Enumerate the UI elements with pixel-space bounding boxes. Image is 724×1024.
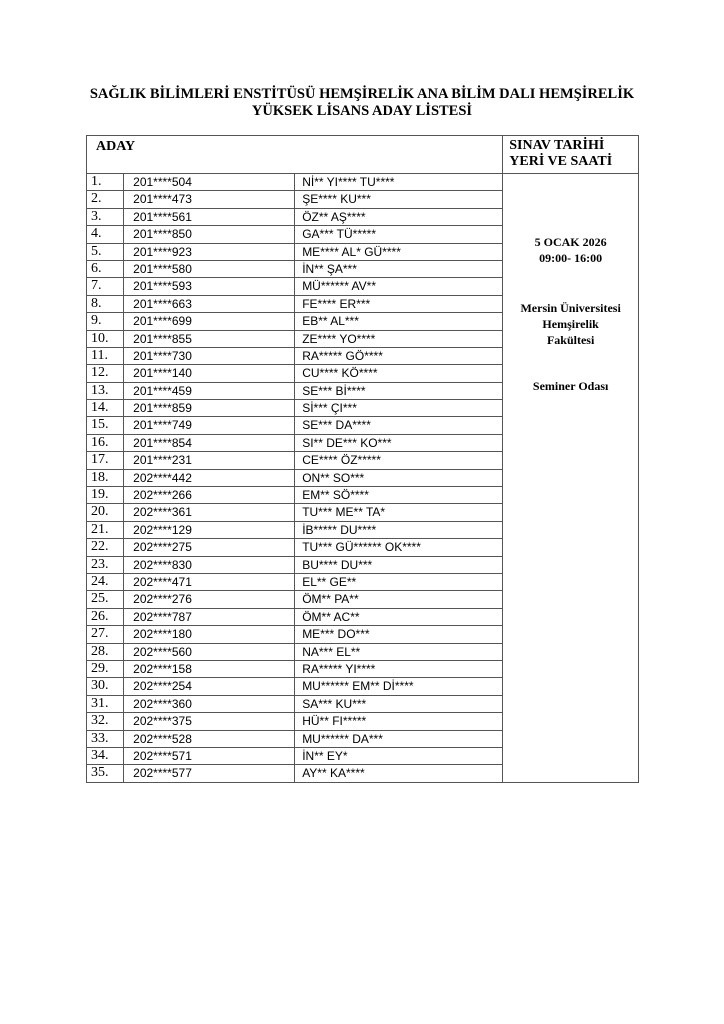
title-line-2: YÜKSEK LİSANS ADAY LİSTESİ <box>251 103 473 119</box>
candidate-id: 201****730 <box>124 347 295 364</box>
exam-time: 09:00- 16:00 <box>539 251 603 265</box>
candidate-name: ME*** DO*** <box>295 626 503 643</box>
row-number: 8. <box>87 295 124 312</box>
candidate-name: ÖZ** AŞ**** <box>295 208 503 225</box>
candidate-id: 202****787 <box>124 608 295 625</box>
candidate-name: AY** KA**** <box>295 765 503 782</box>
candidate-name: ZE**** YO**** <box>295 330 503 347</box>
candidate-id: 201****231 <box>124 452 295 469</box>
candidate-id: 202****254 <box>124 678 295 695</box>
candidate-id: 202****560 <box>124 643 295 660</box>
row-number: 15. <box>87 417 124 434</box>
candidate-id: 201****859 <box>124 400 295 417</box>
row-number: 7. <box>87 278 124 295</box>
candidate-name: ÖM** PA** <box>295 591 503 608</box>
row-number: 11. <box>87 347 124 364</box>
candidate-id: 202****361 <box>124 504 295 521</box>
row-number: 6. <box>87 260 124 277</box>
row-number: 23. <box>87 556 124 573</box>
header-sinav <box>503 136 639 174</box>
row-number: 4. <box>87 226 124 243</box>
candidate-name: SA*** KU*** <box>295 695 503 712</box>
candidate-id: 202****571 <box>124 747 295 764</box>
row-number: 21. <box>87 521 124 538</box>
table-header-row <box>87 136 639 174</box>
row-number: 29. <box>87 660 124 677</box>
row-number: 12. <box>87 365 124 382</box>
exam-place-line2: Hemşirelik <box>542 317 599 331</box>
table-row <box>87 174 639 191</box>
title-line-1: SAĞLIK BİLİMLERİ ENSTİTÜSÜ HEMŞİRELİK ANA BİLİM DALI HEMŞİRELİK <box>89 86 635 102</box>
candidate-id: 202****528 <box>124 730 295 747</box>
exam-date: 5 OCAK 2026 <box>534 235 607 249</box>
candidate-name: SI** DE*** KO*** <box>295 434 503 451</box>
candidate-id: 201****459 <box>124 382 295 399</box>
candidate-name: EL** GE** <box>295 573 503 590</box>
row-number: 32. <box>87 713 124 730</box>
candidate-name: SE*** Bİ**** <box>295 382 503 399</box>
candidate-id: 202****471 <box>124 573 295 590</box>
candidate-id: 201****561 <box>124 208 295 225</box>
candidate-name: TU*** ME** TA* <box>295 504 503 521</box>
candidate-name: GA*** TÜ***** <box>295 226 503 243</box>
row-number: 18. <box>87 469 124 486</box>
row-number: 2. <box>87 191 124 208</box>
row-number: 3. <box>87 208 124 225</box>
candidate-name: HÜ** FI***** <box>295 713 503 730</box>
row-number: 25. <box>87 591 124 608</box>
candidate-name: MÜ****** AV** <box>295 278 503 295</box>
candidate-id: 202****180 <box>124 626 295 643</box>
header-aday: ADAY <box>87 136 503 174</box>
candidate-id: 201****580 <box>124 260 295 277</box>
candidate-name: CE**** ÖZ***** <box>295 452 503 469</box>
candidate-name: Sİ*** ÇI*** <box>295 400 503 417</box>
candidate-name: EB** AL*** <box>295 313 503 330</box>
candidate-name: FE**** ER*** <box>295 295 503 312</box>
exam-room: Seminer Odası <box>532 379 609 393</box>
header-sinav-line1: SINAV TARİHİ <box>509 138 605 153</box>
candidate-name: NA*** EL** <box>295 643 503 660</box>
row-number: 13. <box>87 382 124 399</box>
candidate-name: ME**** AL* GÜ**** <box>295 243 503 260</box>
candidate-id: 202****375 <box>124 713 295 730</box>
candidate-id: 202****266 <box>124 487 295 504</box>
candidate-id: 201****855 <box>124 330 295 347</box>
candidate-name: Nİ** YI**** TU**** <box>295 174 503 191</box>
candidate-name: ŞE**** KU*** <box>295 191 503 208</box>
candidate-id: 202****830 <box>124 556 295 573</box>
exam-place-line3: Fakültesi <box>546 333 595 347</box>
candidate-id: 201****504 <box>124 174 295 191</box>
row-number: 1. <box>87 174 124 191</box>
candidate-name: SE*** DA**** <box>295 417 503 434</box>
row-number: 22. <box>87 539 124 556</box>
row-number: 9. <box>87 313 124 330</box>
candidate-id: 202****276 <box>124 591 295 608</box>
candidate-name: İB***** DU**** <box>295 521 503 538</box>
row-number: 16. <box>87 434 124 451</box>
candidate-name: MU****** DA*** <box>295 730 503 747</box>
header-sinav-line2: YERİ VE SAATİ <box>509 154 613 169</box>
row-number: 34. <box>87 747 124 764</box>
row-number: 35. <box>87 765 124 782</box>
row-number: 27. <box>87 626 124 643</box>
row-number: 10. <box>87 330 124 347</box>
candidate-name: TU*** GÜ****** OK**** <box>295 539 503 556</box>
row-number: 31. <box>87 695 124 712</box>
candidate-id: 201****850 <box>124 226 295 243</box>
candidate-id: 201****699 <box>124 313 295 330</box>
candidate-id: 201****593 <box>124 278 295 295</box>
candidate-id: 201****749 <box>124 417 295 434</box>
candidate-name: ÖM** AC** <box>295 608 503 625</box>
candidate-id: 202****360 <box>124 695 295 712</box>
candidate-name: MU****** EM** Dİ**** <box>295 678 503 695</box>
row-number: 30. <box>87 678 124 695</box>
document-title <box>0 86 724 120</box>
candidate-name: İN** ŞA*** <box>295 260 503 277</box>
candidate-id: 202****442 <box>124 469 295 486</box>
candidate-id: 202****577 <box>124 765 295 782</box>
row-number: 17. <box>87 452 124 469</box>
candidate-id: 201****140 <box>124 365 295 382</box>
row-number: 20. <box>87 504 124 521</box>
row-number: 33. <box>87 730 124 747</box>
row-number: 19. <box>87 487 124 504</box>
candidate-name: RA***** YI**** <box>295 660 503 677</box>
candidate-name: EM** SÖ**** <box>295 487 503 504</box>
row-number: 24. <box>87 573 124 590</box>
candidate-id: 202****275 <box>124 539 295 556</box>
exam-place-line1: Mersin Üniversitesi <box>520 301 621 315</box>
candidate-id: 202****158 <box>124 660 295 677</box>
candidate-id: 201****854 <box>124 434 295 451</box>
candidate-name: CU**** KÖ**** <box>295 365 503 382</box>
candidate-id: 201****473 <box>124 191 295 208</box>
candidate-name: BU**** DU*** <box>295 556 503 573</box>
candidate-id: 202****129 <box>124 521 295 538</box>
row-number: 5. <box>87 243 124 260</box>
row-number: 28. <box>87 643 124 660</box>
candidate-table <box>86 135 639 783</box>
candidate-id: 201****923 <box>124 243 295 260</box>
candidate-id: 201****663 <box>124 295 295 312</box>
row-number: 14. <box>87 400 124 417</box>
exam-info-cell <box>503 174 639 783</box>
candidate-name: İN** EY* <box>295 747 503 764</box>
row-number: 26. <box>87 608 124 625</box>
candidate-name: ON** SO*** <box>295 469 503 486</box>
candidate-name: RA***** GÖ**** <box>295 347 503 364</box>
